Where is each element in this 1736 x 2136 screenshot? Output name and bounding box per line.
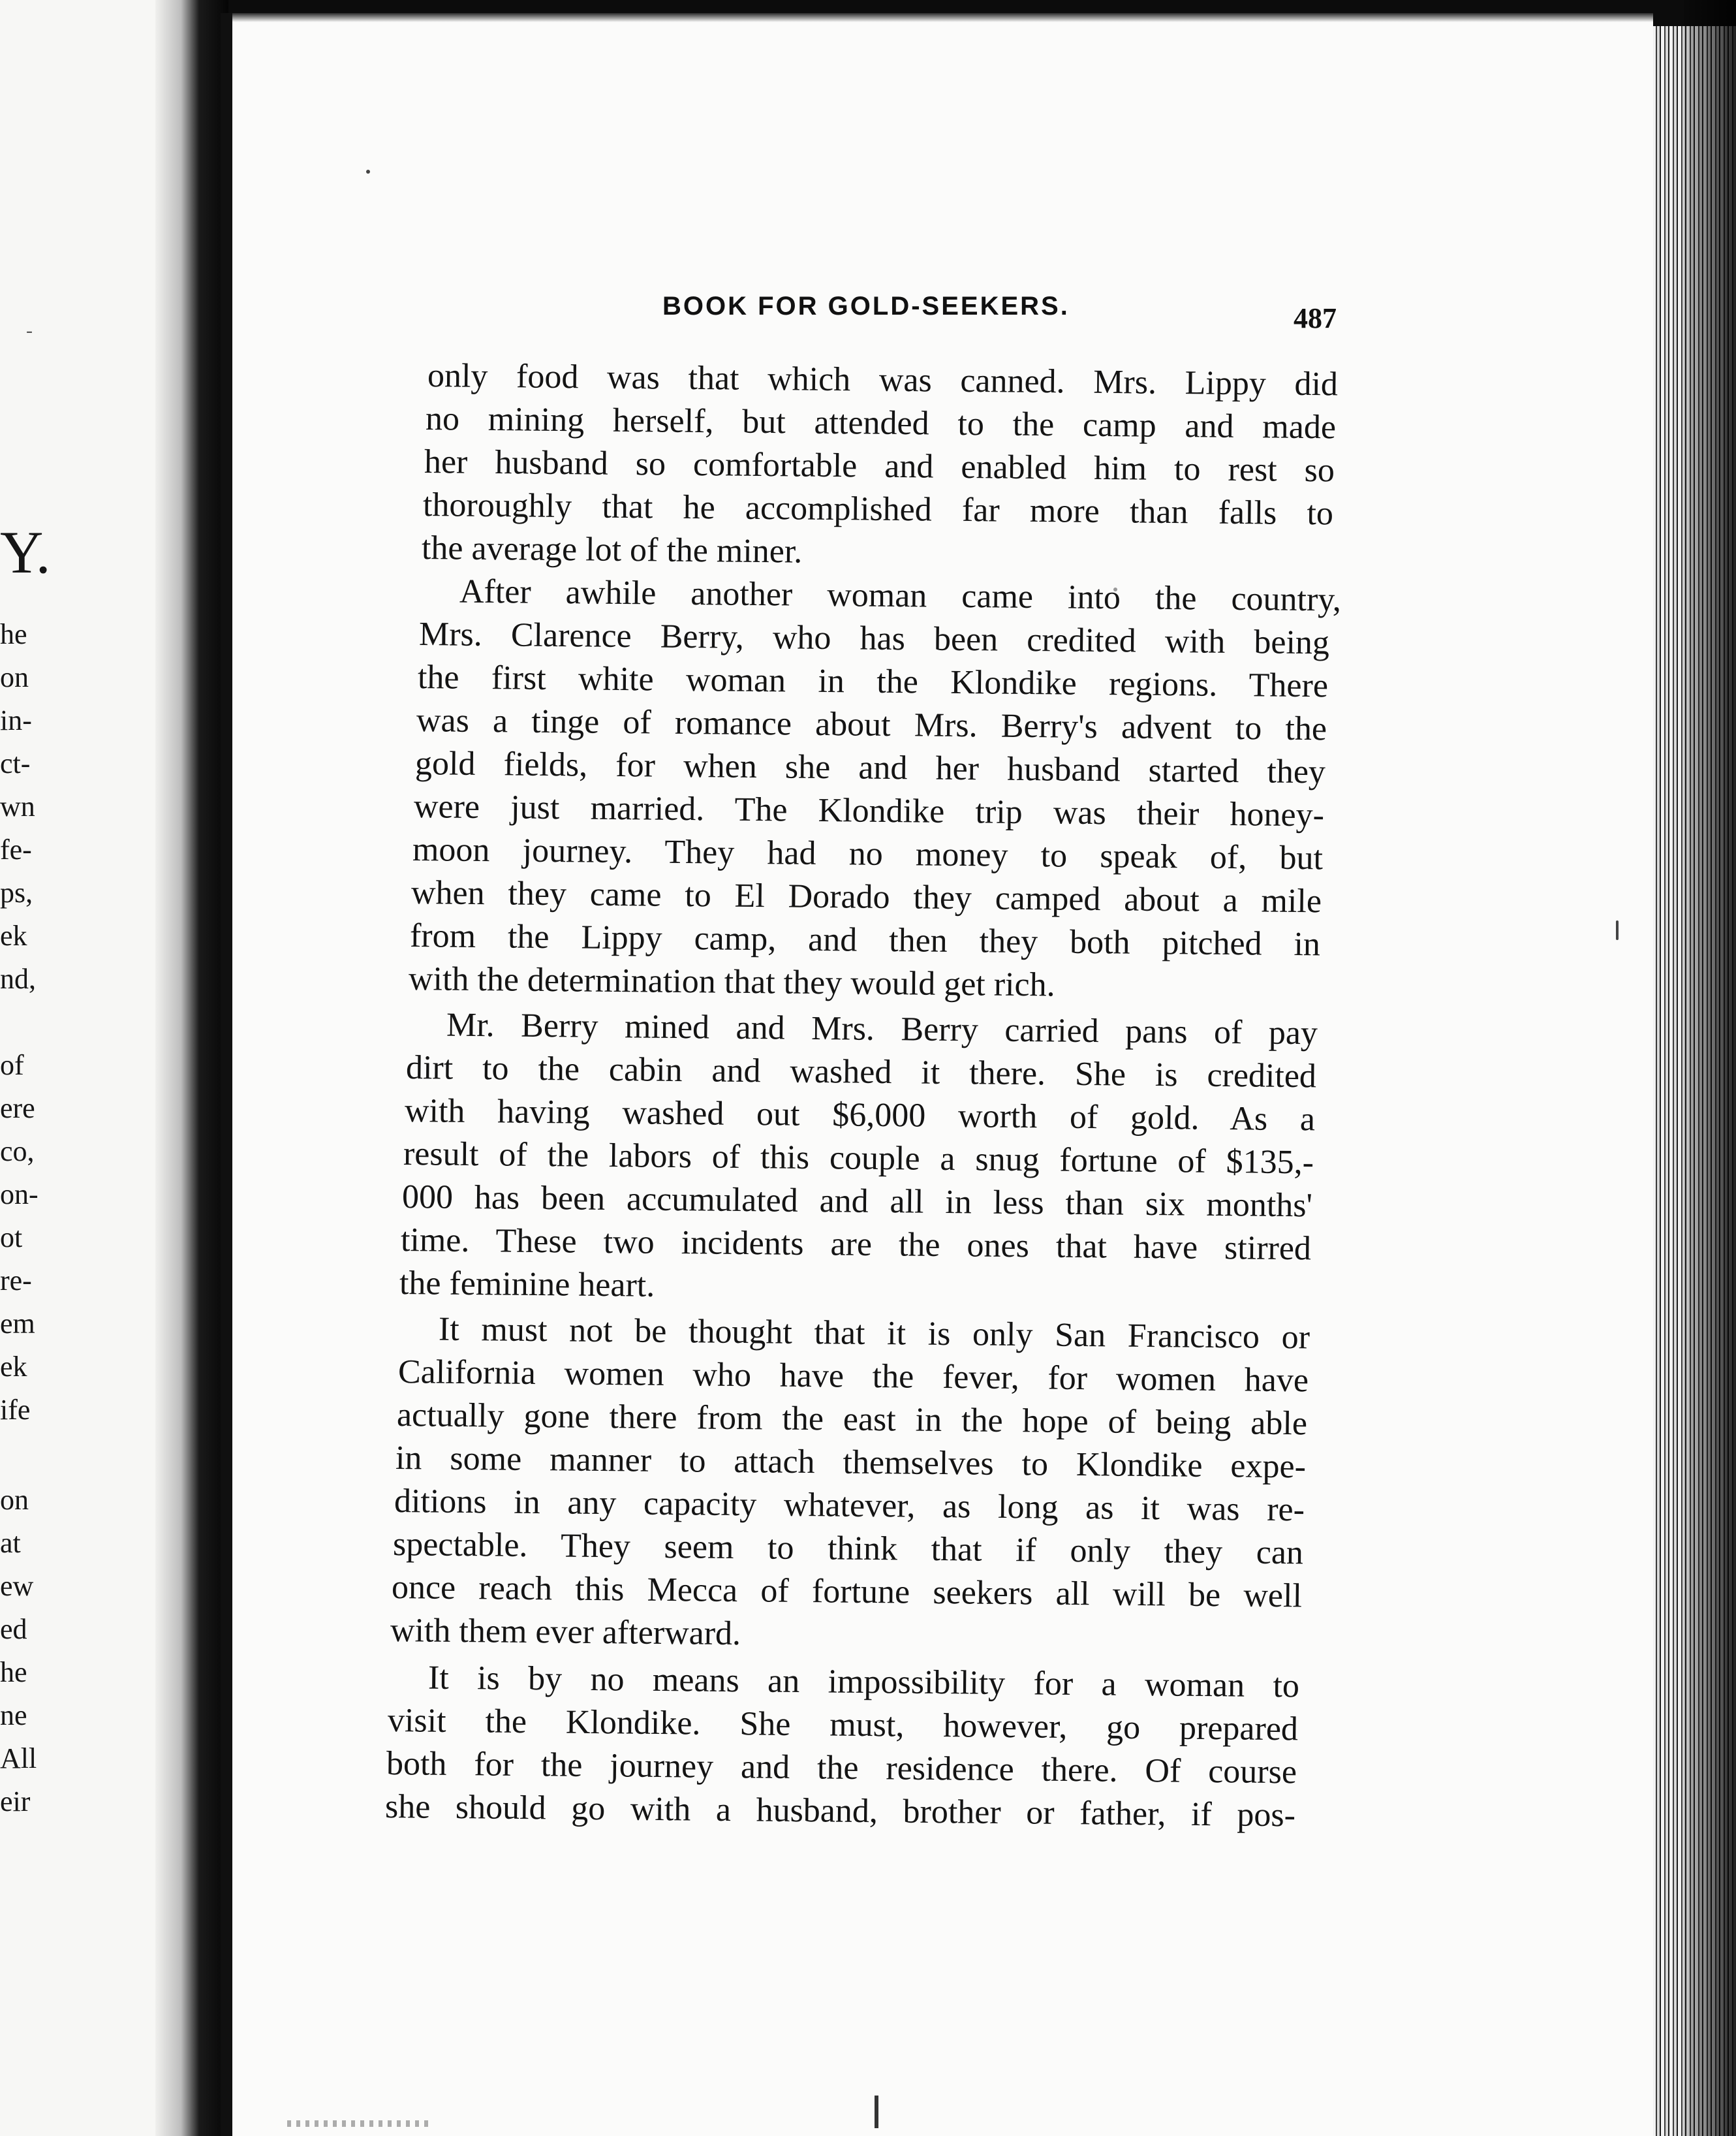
text-line: Mr. Berry mined and Mrs. Berry carried pans of pay <box>446 1006 1318 1052</box>
text-line: her husband so comfortable and enabled him to rest so <box>424 443 1335 490</box>
left-fragment: eir <box>0 1785 31 1817</box>
text-line: with them ever afterward. <box>390 1612 741 1653</box>
text-line: It is by no means an impossibility for a woman to <box>427 1659 1300 1705</box>
text-line: with having washed out $6,000 worth of gold. As a <box>404 1092 1316 1139</box>
left-fragment: on <box>0 661 29 693</box>
text-line: both for the journey and the residence there. Of course <box>386 1745 1297 1791</box>
text-line: time. These two incidents are the ones that have stirred <box>400 1221 1312 1268</box>
left-fragment: fe- <box>0 834 32 866</box>
text-line: the first white woman in the Klondike regions. There <box>417 659 1329 705</box>
text-line: Mrs. Clarence Berry, who has been credited with being <box>418 616 1330 662</box>
left-fragment: of <box>0 1049 24 1081</box>
text-line: was a tinge of romance about Mrs. Berry's advent to the <box>416 702 1327 748</box>
text-line: 000 has been accumulated and all in less than six months' <box>401 1178 1313 1225</box>
left-fragment: em <box>0 1308 35 1340</box>
left-fragment: All <box>0 1742 37 1774</box>
left-fragment: ek <box>0 920 27 952</box>
left-fragment: co, <box>0 1135 35 1167</box>
text-line: ditions in any capacity whatever, as long as it was re- <box>394 1483 1305 1529</box>
text-line: dirt to the cabin and washed it there. She is credited <box>405 1049 1317 1095</box>
text-line: moon journey. They had no money to speak of, but <box>412 831 1324 877</box>
left-fragment: Y. <box>0 519 51 586</box>
text-line: once reach this Mecca of fortune seekers all will be well <box>391 1569 1303 1615</box>
page-number: 487 <box>1294 302 1337 334</box>
text-line: she should go with a husband, brother or father, if pos- <box>384 1788 1296 1834</box>
text-line: thoroughly that he accomplished far more than falls to <box>422 486 1334 533</box>
left-fragment: nd, <box>0 963 36 995</box>
text-line: spectable. They seem to think that if only they can <box>392 1526 1304 1572</box>
left-fragment: ot <box>0 1221 23 1253</box>
left-fragment: ere <box>0 1092 35 1124</box>
left-fragment: at <box>0 1527 21 1559</box>
left-fragment: ps, <box>0 877 33 909</box>
running-head: BOOK FOR GOLD-SEEKERS. <box>662 292 1070 321</box>
left-fragment: ed <box>0 1613 27 1645</box>
left-fragment: re- <box>0 1264 32 1296</box>
left-fragment: ne <box>0 1699 27 1731</box>
text-line: in some manner to attach themselves to Klondike expe- <box>395 1439 1307 1486</box>
text-line: from the Lippy camp, and then they both pitched in <box>409 917 1321 964</box>
text-line: were just married. The Klondike trip was their honey- <box>413 788 1325 834</box>
text-line: actually gone there from the east in the hope of being able <box>396 1396 1308 1443</box>
left-fragment: wn <box>0 791 35 823</box>
scan-artifact <box>287 2120 431 2127</box>
text-line: California women who have the fever, for women have <box>397 1353 1309 1400</box>
text-line: result of the labors of this couple a snug fortune of $135,- <box>403 1135 1314 1182</box>
text-line: when they came to El Dorado they camped about a mile <box>411 874 1322 920</box>
text-line: visit the Klondike. She must, however, go prepared <box>387 1702 1299 1748</box>
text-line: It must not be thought that it is only San Francisco or <box>438 1310 1310 1357</box>
text-line: the feminine heart. <box>399 1264 655 1304</box>
text-line: only food was that which was canned. Mrs. Lippy did <box>427 357 1339 403</box>
text-line: no mining herself, but attended to the camp and made <box>425 400 1337 447</box>
left-fragment: ct- <box>0 747 31 779</box>
text-line: After awhile another woman came into the country, <box>459 573 1342 619</box>
text-line: with the determination that they would get rich. <box>408 960 1055 1004</box>
left-fragment: on <box>0 1484 29 1516</box>
left-fragment: he <box>0 1656 27 1688</box>
scan-artifact <box>875 2096 878 2128</box>
left-fragment: he <box>0 618 27 650</box>
left-fragment: in- <box>0 704 32 736</box>
stray-mark: - <box>26 320 33 341</box>
text-line: the average lot of the miner. <box>421 529 803 571</box>
left-fragment: on- <box>0 1178 39 1210</box>
left-fragment: ew <box>0 1570 34 1602</box>
left-fragment: ek <box>0 1351 27 1383</box>
left-fragment: ife <box>0 1394 31 1426</box>
text-line: gold fields, for when she and her husband started they <box>414 745 1326 791</box>
